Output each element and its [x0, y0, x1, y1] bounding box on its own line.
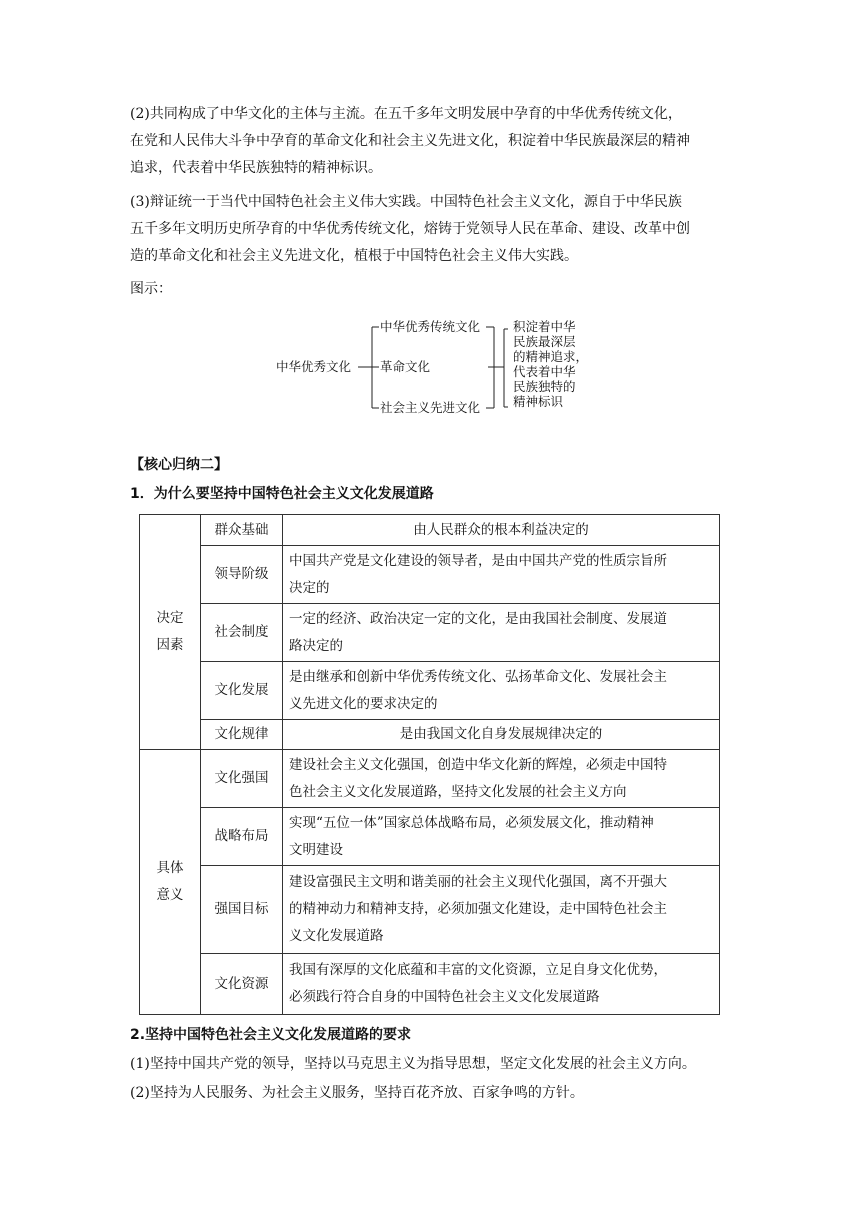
explanation-line: 是由继承和创新中华优秀传统文化、弘扬革命文化、发展社会主 — [289, 668, 667, 685]
diagram-root-label: 中华优秀文化 — [276, 359, 352, 374]
factor-cell: 文化资源 — [201, 954, 283, 1015]
explanation-line: 义先进文化的要求决定的 — [289, 695, 438, 712]
table-row — [140, 604, 720, 662]
requirement-item: (2)坚持为人民服务、为社会主义服务，坚持百花齐放、百家争鸣的方针。 — [130, 1085, 584, 1101]
paragraph-line: (3)辩证统一于当代中国特色社会主义伟大实践。中国特色社会主义文化，源自于中华民族 — [130, 194, 682, 210]
factor-cell: 文化规律 — [201, 720, 283, 750]
explanation-line: 由人民群众的根本利益决定的 — [413, 521, 589, 538]
requirement-item: (1)坚持中国共产党的领导，坚持以马克思主义为指导思想，坚定文化发展的社会主义方向。 — [130, 1056, 696, 1072]
explanation-line: 我国有深厚的文化底蕴和丰富的文化资源，立足自身文化优势， — [289, 962, 667, 978]
section-heading: 【核心归纳二】 — [130, 457, 228, 473]
group-label-line: 决定 — [156, 610, 184, 626]
factor-cell: 强国目标 — [201, 866, 283, 954]
explanation-cell — [283, 720, 720, 750]
explanation-line: 决定的 — [289, 579, 330, 596]
factor-cell: 领导阶级 — [201, 546, 283, 604]
paragraph-line: 五千多年文明历史所孕育的中华优秀传统文化，熔铸于党领导人民在革命、建设、改革中创 — [130, 221, 690, 237]
explanation-line: 是由我国文化自身发展规律决定的 — [399, 726, 603, 742]
explanation-cell — [283, 866, 720, 954]
table-row — [140, 662, 720, 720]
factor-cell: 文化发展 — [201, 662, 283, 720]
explanation-line: 实现“五位一体”国家总体战略布局，必须发展文化，推动精神 — [289, 814, 654, 831]
explanation-line: 建设社会主义文化强国，创造中华文化新的辉煌，必须走中国特 — [289, 756, 667, 773]
diagram-result-line: 代表着中华 — [513, 364, 576, 379]
explanation-line: 的精神动力和精神支持，必须加强文化建设，走中国特色社会主 — [289, 901, 667, 917]
explanation-cell — [283, 515, 720, 546]
factor-cell: 社会制度 — [201, 604, 283, 662]
explanation-line: 一定的经济、政治决定一定的文化，是由我国社会制度、发展道 — [289, 610, 667, 627]
diagram-branch-label: 中华优秀传统文化 — [380, 319, 481, 334]
explanation-line: 必须践行符合自身的中国特色社会主义文化发展道路 — [289, 989, 600, 1005]
table-row — [140, 515, 720, 546]
factor-cell: 文化强国 — [201, 750, 283, 808]
diagram-branch-label: 革命文化 — [380, 359, 431, 374]
explanation-cell — [283, 546, 720, 604]
table-row — [140, 720, 720, 750]
diagram-result-line: 民族独特的 — [513, 379, 576, 394]
factor-cell: 战略布局 — [201, 808, 283, 866]
table-row — [140, 954, 720, 1015]
group-label-line: 意义 — [156, 887, 184, 903]
table-row — [140, 750, 720, 808]
table-row — [140, 546, 720, 604]
group-label-cell — [140, 515, 201, 750]
diagram-result-line: 的精神追求， — [513, 349, 589, 364]
factor-cell: 群众基础 — [201, 515, 283, 546]
diagram-result-line: 精神标识 — [513, 394, 564, 409]
explanation-line: 路决定的 — [289, 637, 343, 654]
paragraph-line: (2)共同构成了中华文化的主体与主流。在五千多年文明发展中孕育的中华优秀传统文化， — [130, 106, 682, 122]
explanation-cell — [283, 954, 720, 1015]
diagram-result-line: 民族最深层 — [513, 334, 576, 349]
explanation-line: 色社会主义文化发展道路，坚持文化发展的社会主义方向 — [289, 783, 627, 800]
group-label-line: 具体 — [156, 860, 184, 876]
culture-diagram — [272, 315, 602, 420]
question-heading: 2.坚持中国特色社会主义文化发展道路的要求 — [130, 1027, 412, 1043]
figure-caption: 图示： — [130, 281, 172, 297]
table-row — [140, 866, 720, 954]
group-label-line: 因素 — [156, 637, 184, 653]
explanation-line: 义文化发展道路 — [289, 928, 384, 944]
diagram-result-line: 积淀着中华 — [513, 319, 576, 334]
question-heading: 1．为什么要坚持中国特色社会主义文化发展道路 — [130, 486, 434, 502]
explanation-cell — [283, 750, 720, 808]
explanation-cell — [283, 808, 720, 866]
paragraph-line: 造的革命文化和社会主义先进文化，植根于中国特色社会主义伟大实践。 — [130, 248, 578, 264]
diagram-branch-label: 社会主义先进文化 — [380, 400, 481, 415]
explanation-line: 建设富强民主文明和谐美丽的社会主义现代化强国，离不开强大 — [289, 874, 667, 890]
explanation-cell — [283, 604, 720, 662]
reasons-table — [139, 514, 720, 1015]
paragraph-line: 追求，代表着中华民族独特的精神标识。 — [130, 160, 382, 176]
table-row — [140, 808, 720, 866]
explanation-line: 中国共产党是文化建设的领导者，是由中国共产党的性质宗旨所 — [289, 552, 667, 569]
explanation-line: 文明建设 — [289, 841, 343, 858]
explanation-cell — [283, 662, 720, 720]
paragraph-line: 在党和人民伟大斗争中孕育的革命文化和社会主义先进文化，积淀着中华民族最深层的精神 — [130, 133, 690, 149]
group-label-cell — [140, 750, 201, 1015]
